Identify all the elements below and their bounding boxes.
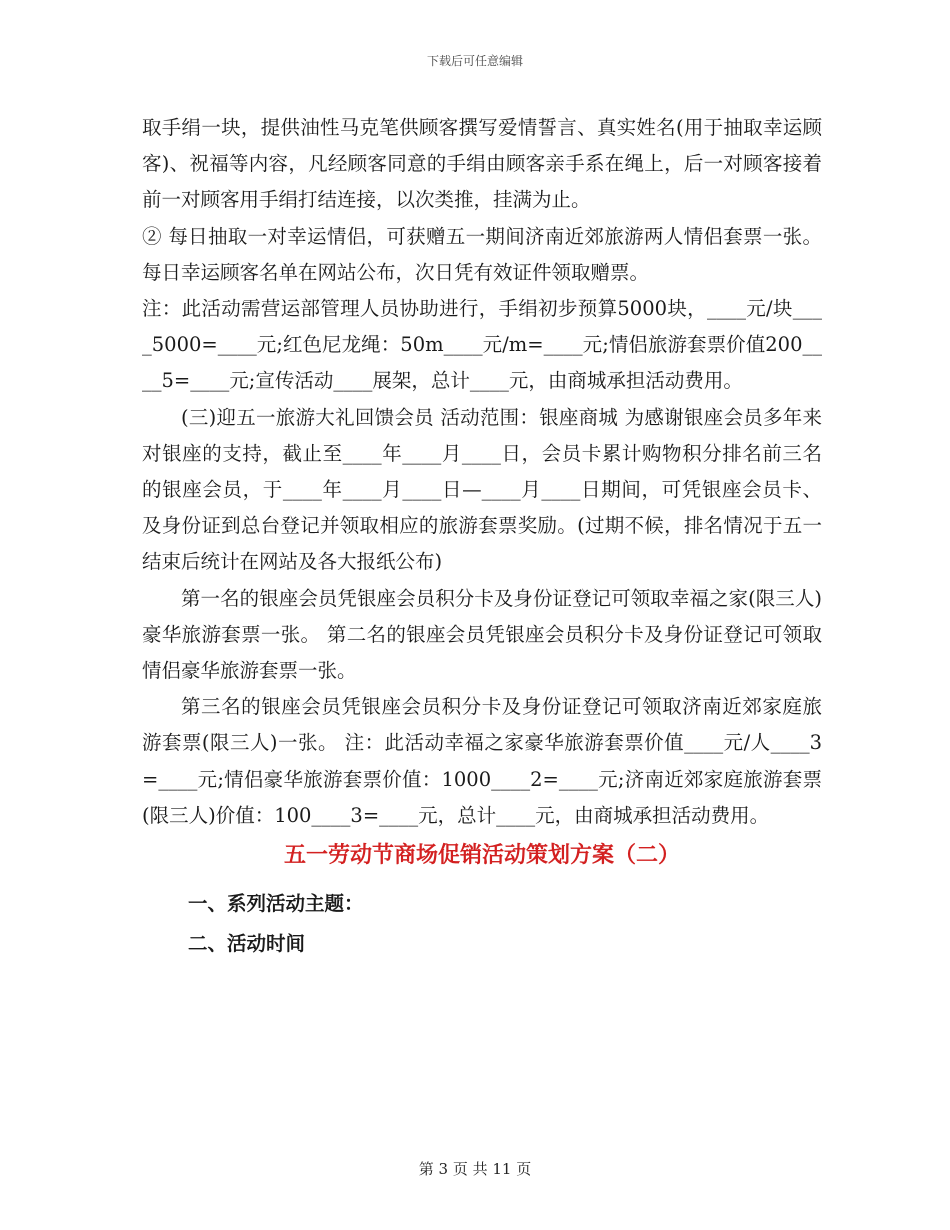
paragraph-lucky-couple: ② 每日抽取一对幸运情侣，可获赠五一期间济南近郊旅游两人情侣套票一张。每日幸运顾客名单在网站公布，次日凭有效证件领取赠票。 [142,224,822,284]
page-header: 下载后可任意编辑 [426,54,523,68]
section-title: 五一劳动节商场促销活动策划方案（二） [283,843,680,869]
paragraph-budget-note: 注：此活动需营运部管理人员协助进行，手绢初步预算5000块，____元/块____5000=____元;红色尼龙绳：50m____元/m=____元;情侣旅游套票价值200____5=____元;宣传活动____展架，总计____元，由商城承担活动费用。 [142,297,822,393]
heading-activity-theme: 一、系列活动主题： [188,892,364,916]
paragraph-member-reward: (三)迎五一旅游大礼回馈会员 活动范围：银座商城 为感谢银座会员多年来对银座的支持，截止至____年____月____日，会员卡累计购物积分排名前三名的银座会员，于____年____月____日—____月____日期间，可凭银座会员卡、及身份证到总台登记并领取相应的旅游套票奖励。(过期不候，排名情况于五一结束后统计在网站及各大报纸公布) [142,405,822,574]
paragraph-handkerchief-activity: 取手绢一块，提供油性马克笔供顾客撰写爱情誓言、真实姓名(用于抽取幸运顾客)、祝福等内容，凡经顾客同意的手绢由顾客亲手系在绳上，后一对顾客接着前一对顾客用手绢打结连接，以次类推，挂满为止。 [142,116,822,212]
paragraph-third-prize: 第三名的银座会员凭银座会员积分卡及身份证登记可领取济南近郊家庭旅游套票(限三人)一张。 注：此活动幸福之家豪华旅游套票价值____元/人____3=____元;情侣豪华旅游套票价值：1000____2=____元;济南近郊家庭旅游套票(限三人)价值：100____3=____元，总计____元，由商城承担活动费用。 [142,695,822,827]
heading-activity-time: 二、活动时间 [188,932,306,956]
paragraph-first-second-prize: 第一名的银座会员凭银座会员积分卡及身份证登记可领取幸福之家(限三人)豪华旅游套票一张。 第二名的银座会员凭银座会员积分卡及身份证登记可领取情侣豪华旅游套票一张。 [142,586,822,683]
page-footer: 第 3 页 共 11 页 [418,1160,532,1178]
document-body [142,110,822,964]
